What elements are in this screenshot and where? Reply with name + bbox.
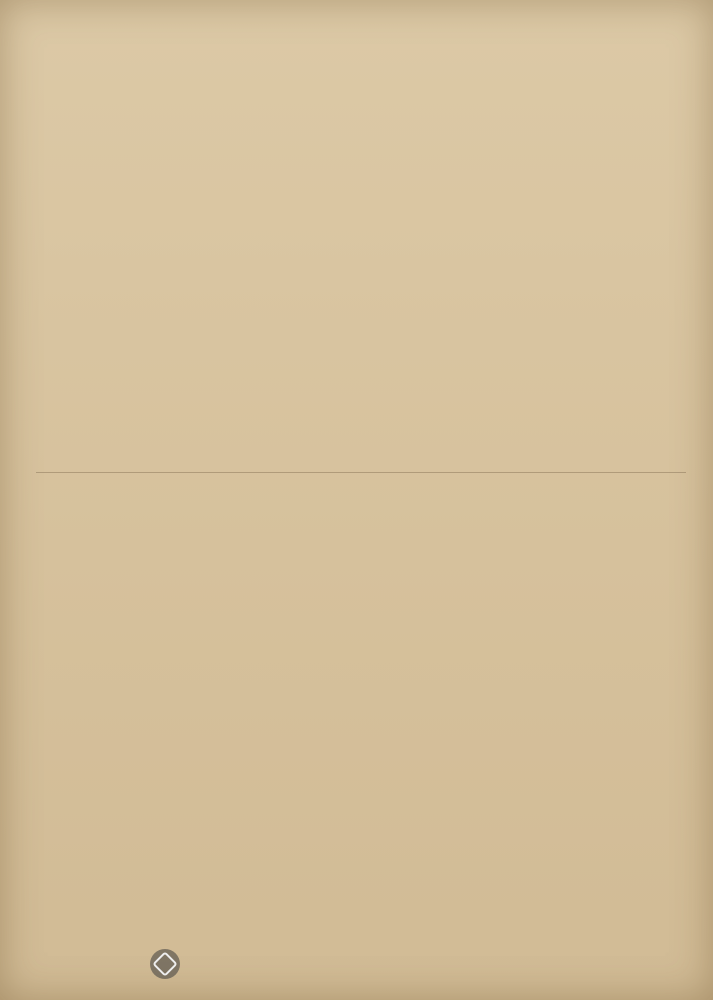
archive-logo-icon xyxy=(150,949,180,979)
top-text-block xyxy=(44,46,684,456)
bottom-text-block xyxy=(44,494,684,904)
section-divider xyxy=(36,472,686,473)
watermark-footer xyxy=(150,944,570,984)
